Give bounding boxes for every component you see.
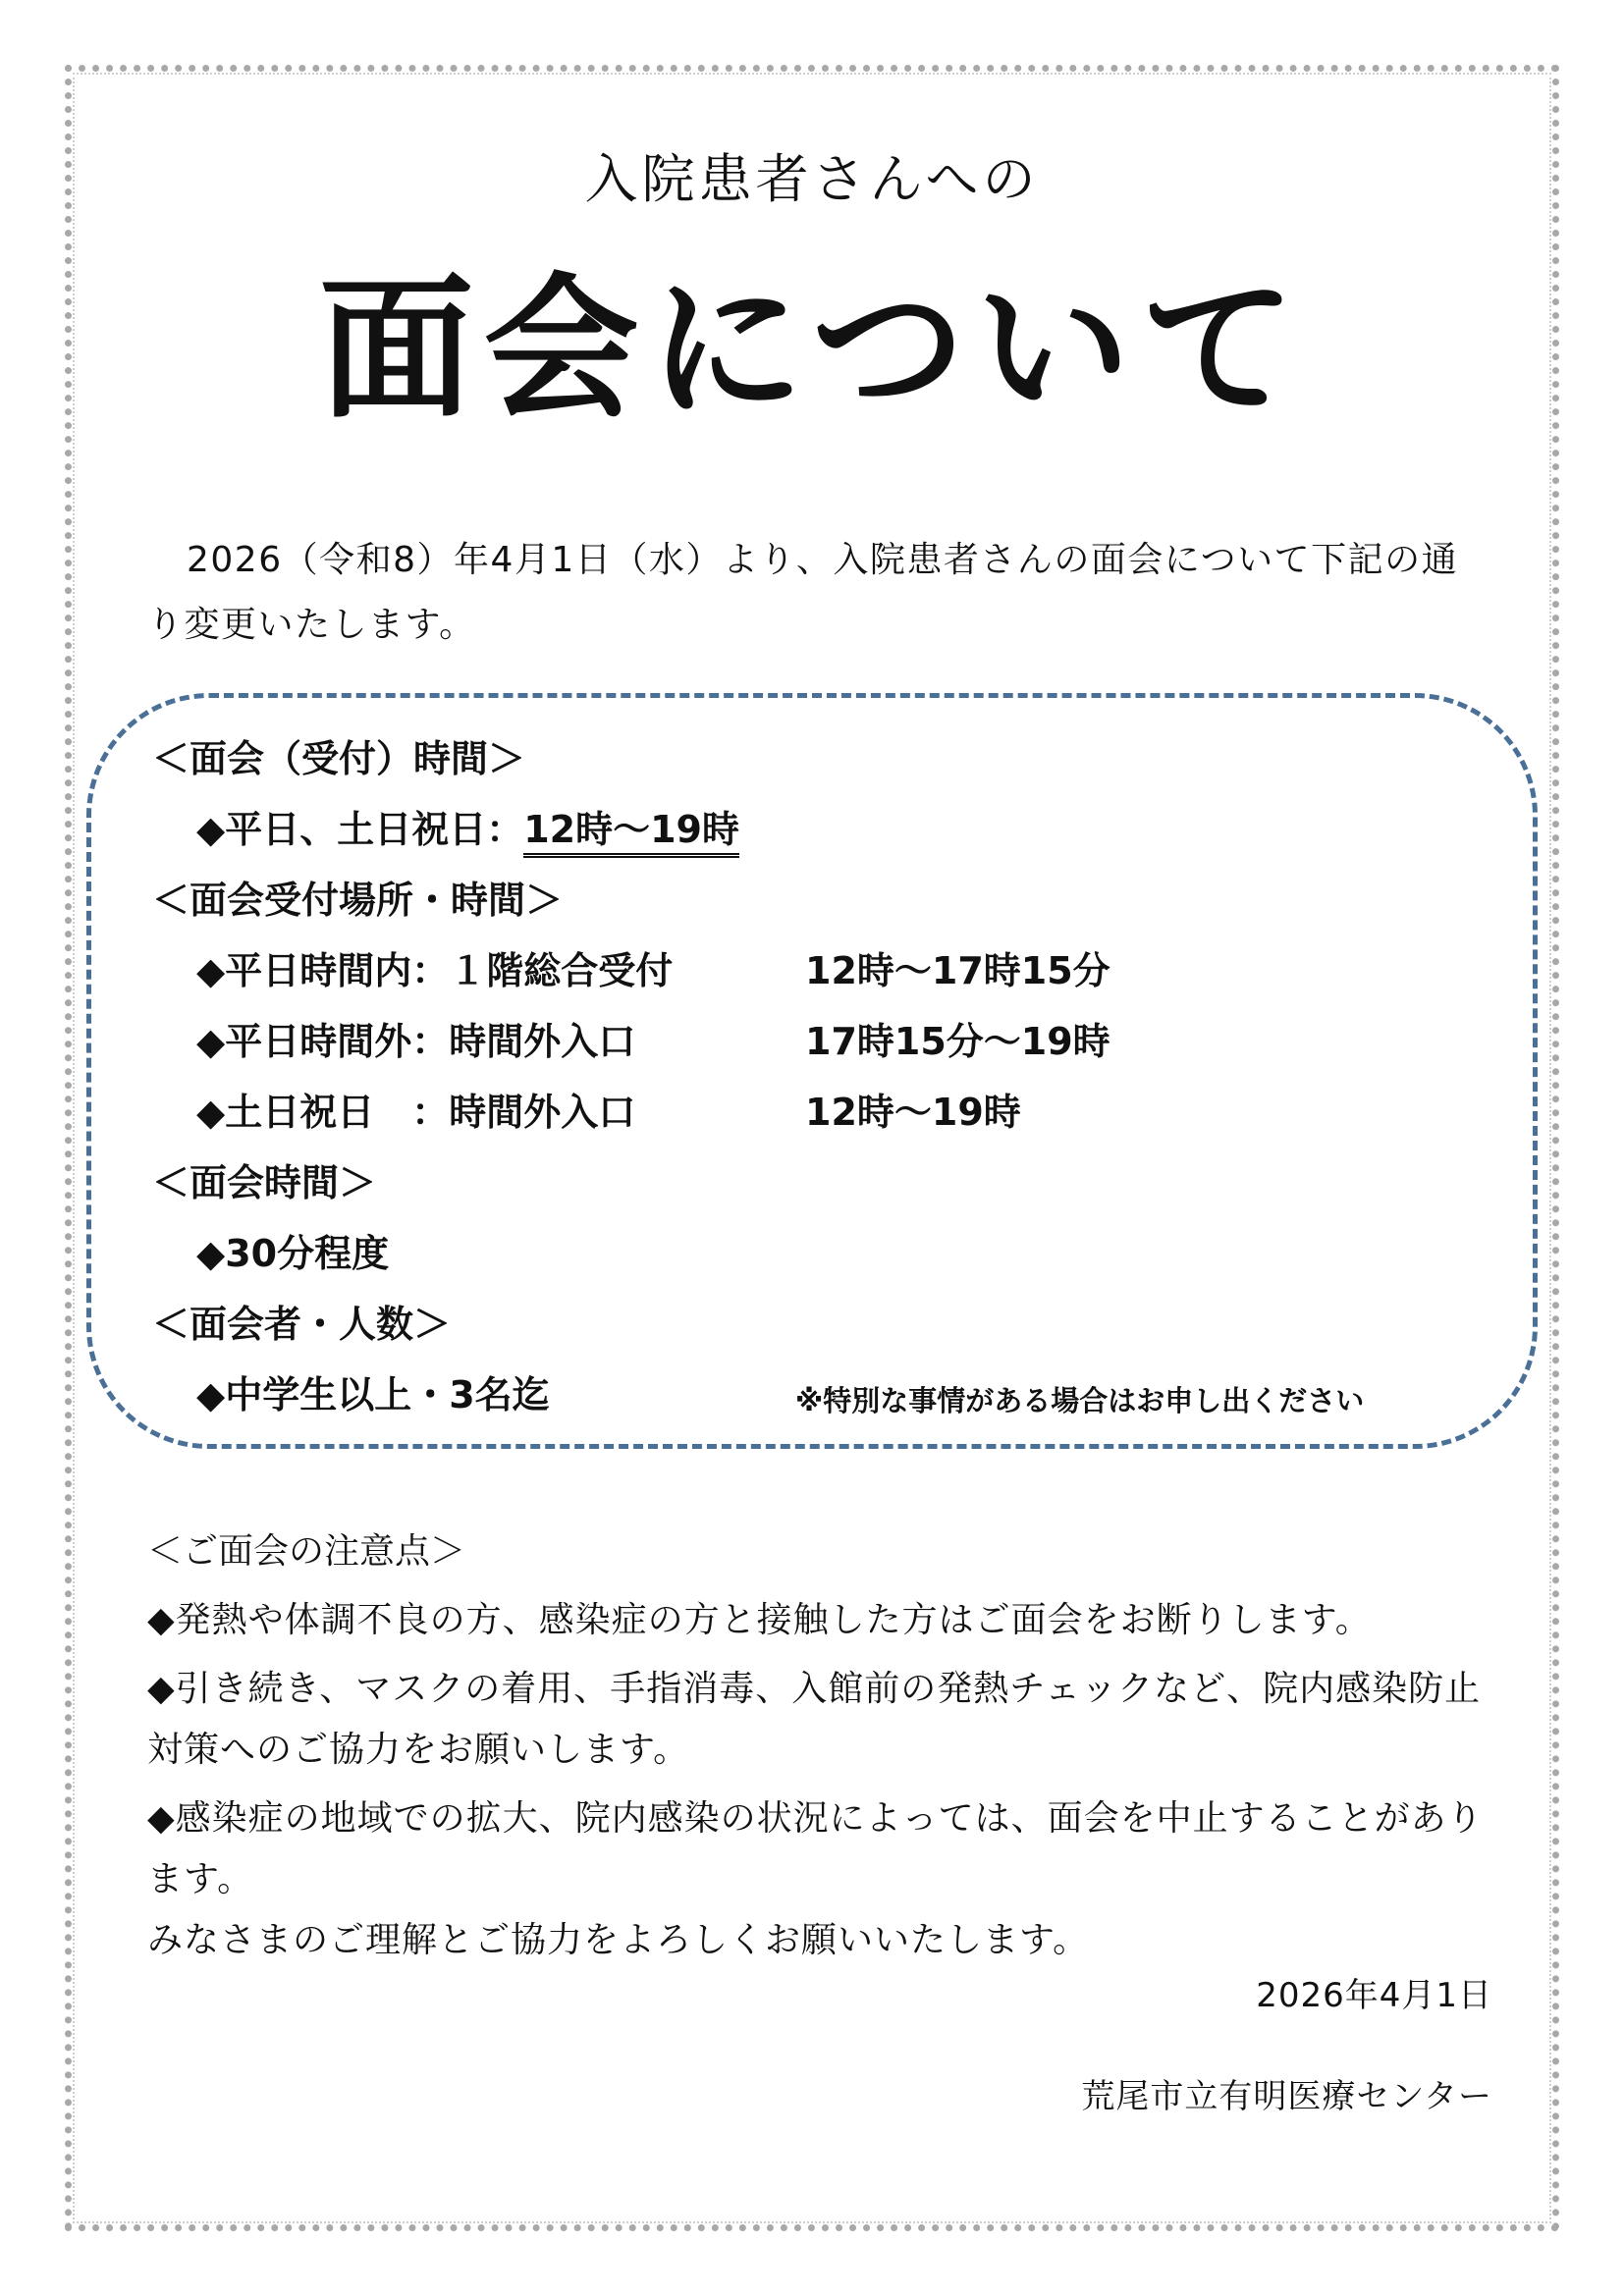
hours-row [152,801,1527,872]
visiting-info-section [152,730,1527,1437]
visitors-note: ※特別な事情がある場合はお申し出ください [795,1384,1365,1417]
duration-heading: ＜面会時間＞ [152,1161,377,1204]
hours-value: 12時～19時 [523,808,739,858]
reception-heading: ＜面会受付場所・時間＞ [152,879,564,922]
reception-label: ◆土日祝日 ：時間外入口 [196,1091,636,1134]
closing-remark: みなさまのご理解とご協力をよろしくお願いいたします。 [147,1920,1090,1960]
reception-row [152,1084,1527,1154]
caution-item: ◆感染症の地域での拡大、院内感染の状況によっては、面会を中止することがあります。 [147,1798,1484,1899]
organization-name: 荒尾市立有明医療センター [1081,2077,1492,2116]
cautions-heading: ＜ご面会の注意点＞ [147,1531,466,1572]
caution-item: ◆引き続き、マスクの着用、手指消毒、入館前の発熱チェックなど、院内感染防止対策へのご協力をお願いします。 [147,1669,1482,1770]
notice-date: 2026年4月1日 [1256,1976,1492,2015]
caution-item: ◆発熱や体調不良の方、感染症の方と接触した方はご面会をお断りします。 [147,1600,1372,1640]
intro-paragraph: 2026（令和8）年4月1日（水）より、入院患者さんの面会について下記の通り変更いたします。 [147,540,1459,645]
visitors-value: ◆中学生以上・3名迄 [196,1373,550,1416]
visitors-heading: ＜面会者・人数＞ [152,1303,452,1346]
reception-row [152,942,1527,1013]
cautions-section [147,1520,1502,1979]
reception-label: ◆平日時間外：時間外入口 [196,1020,636,1063]
visitors-row [152,1366,1527,1437]
reception-time: 12時～17時15分 [805,949,1110,992]
notice-subtitle: 入院患者さんへの [584,148,1040,210]
reception-label: ◆平日時間内：１階総合受付 [196,949,674,992]
reception-row [152,1013,1527,1084]
reception-time: 17時15分～19時 [805,1020,1110,1063]
duration-value: ◆30分程度 [196,1232,390,1275]
reception-time: 12時～19時 [805,1091,1021,1134]
hours-heading: ＜面会（受付）時間＞ [152,737,526,780]
hours-label: ◆平日、土日祝日： [196,808,524,851]
notice-title: 面会について [318,259,1306,440]
